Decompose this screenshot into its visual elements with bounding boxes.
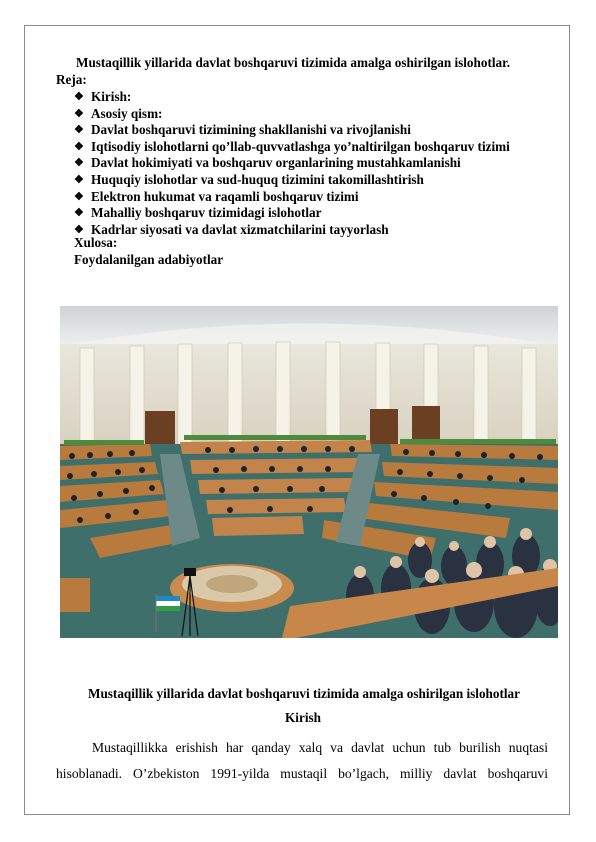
plan-item xyxy=(74,89,510,106)
plan-item xyxy=(74,106,510,123)
plan-item xyxy=(74,189,510,206)
diamond-bullet-icon: ❖ xyxy=(74,124,84,137)
plan-item xyxy=(74,222,510,239)
plan-label: Reja: xyxy=(56,72,87,87)
plan-item-label: Elektron hukumat va raqamli boshqaruv tizimi xyxy=(91,188,359,204)
plan-item-label: Kirish: xyxy=(91,89,132,104)
plan-item-label: Davlat boshqaruvi tizimining shakllanishi va rivojlanishi xyxy=(91,122,411,138)
section-title: Mustaqillik yillarida davlat boshqaruvi tizimida amalga oshirilgan islohotlar xyxy=(88,686,520,701)
diamond-bullet-icon: ❖ xyxy=(74,173,84,186)
plan-item xyxy=(74,139,510,156)
plan-item xyxy=(74,122,510,139)
plan-list xyxy=(74,89,510,238)
parliament-hall-photo xyxy=(60,306,558,638)
section-subtitle: Kirish xyxy=(285,710,321,725)
diamond-bullet-icon: ❖ xyxy=(74,207,84,220)
diamond-bullet-icon: ❖ xyxy=(74,157,84,170)
plan-item-label: Kadrlar siyosati va davlat xizmatchilarini tayyorlash xyxy=(91,221,389,237)
diamond-bullet-icon: ❖ xyxy=(74,107,84,120)
diamond-bullet-icon: ❖ xyxy=(74,140,84,153)
body-paragraph: Mustaqillikka erishish har qanday xalq va davlat uchun tub burilish nuqtasi hisoblanadi. O’zbekiston 1991-yilda mustaqil bo’lgach, milliy davlat boshqaruvi xyxy=(56,740,548,781)
plan-item-label: Mahalliy boshqaruv tizimidagi islohotlar xyxy=(91,205,322,221)
references-label: Foydalanilgan adabiyotlar xyxy=(74,252,224,267)
plan-item-label: Iqtisodiy islohotlarni qo’llab-quvvatlashga yo’naltirilgan boshqaruv tizimi xyxy=(91,138,510,154)
plan-item-label: Huquqiy islohotlar va sud-huquq tizimini takomillashtirish xyxy=(91,171,424,187)
plan-item xyxy=(74,172,510,189)
diamond-bullet-icon: ❖ xyxy=(74,91,84,103)
plan-item xyxy=(74,155,510,172)
conclusion-label: Xulosa: xyxy=(74,235,118,250)
plan-item xyxy=(74,205,510,222)
document-title: Mustaqillik yillarida davlat boshqaruvi tizimida amalga oshirilgan islohotlar. xyxy=(76,55,511,70)
plan-item-label: Asosiy qism: xyxy=(91,105,163,121)
diamond-bullet-icon: ❖ xyxy=(74,223,84,236)
diamond-bullet-icon: ❖ xyxy=(74,190,84,203)
plan-item-label: Davlat hokimiyati va boshqaruv organlarining mustahkamlanishi xyxy=(91,155,461,171)
